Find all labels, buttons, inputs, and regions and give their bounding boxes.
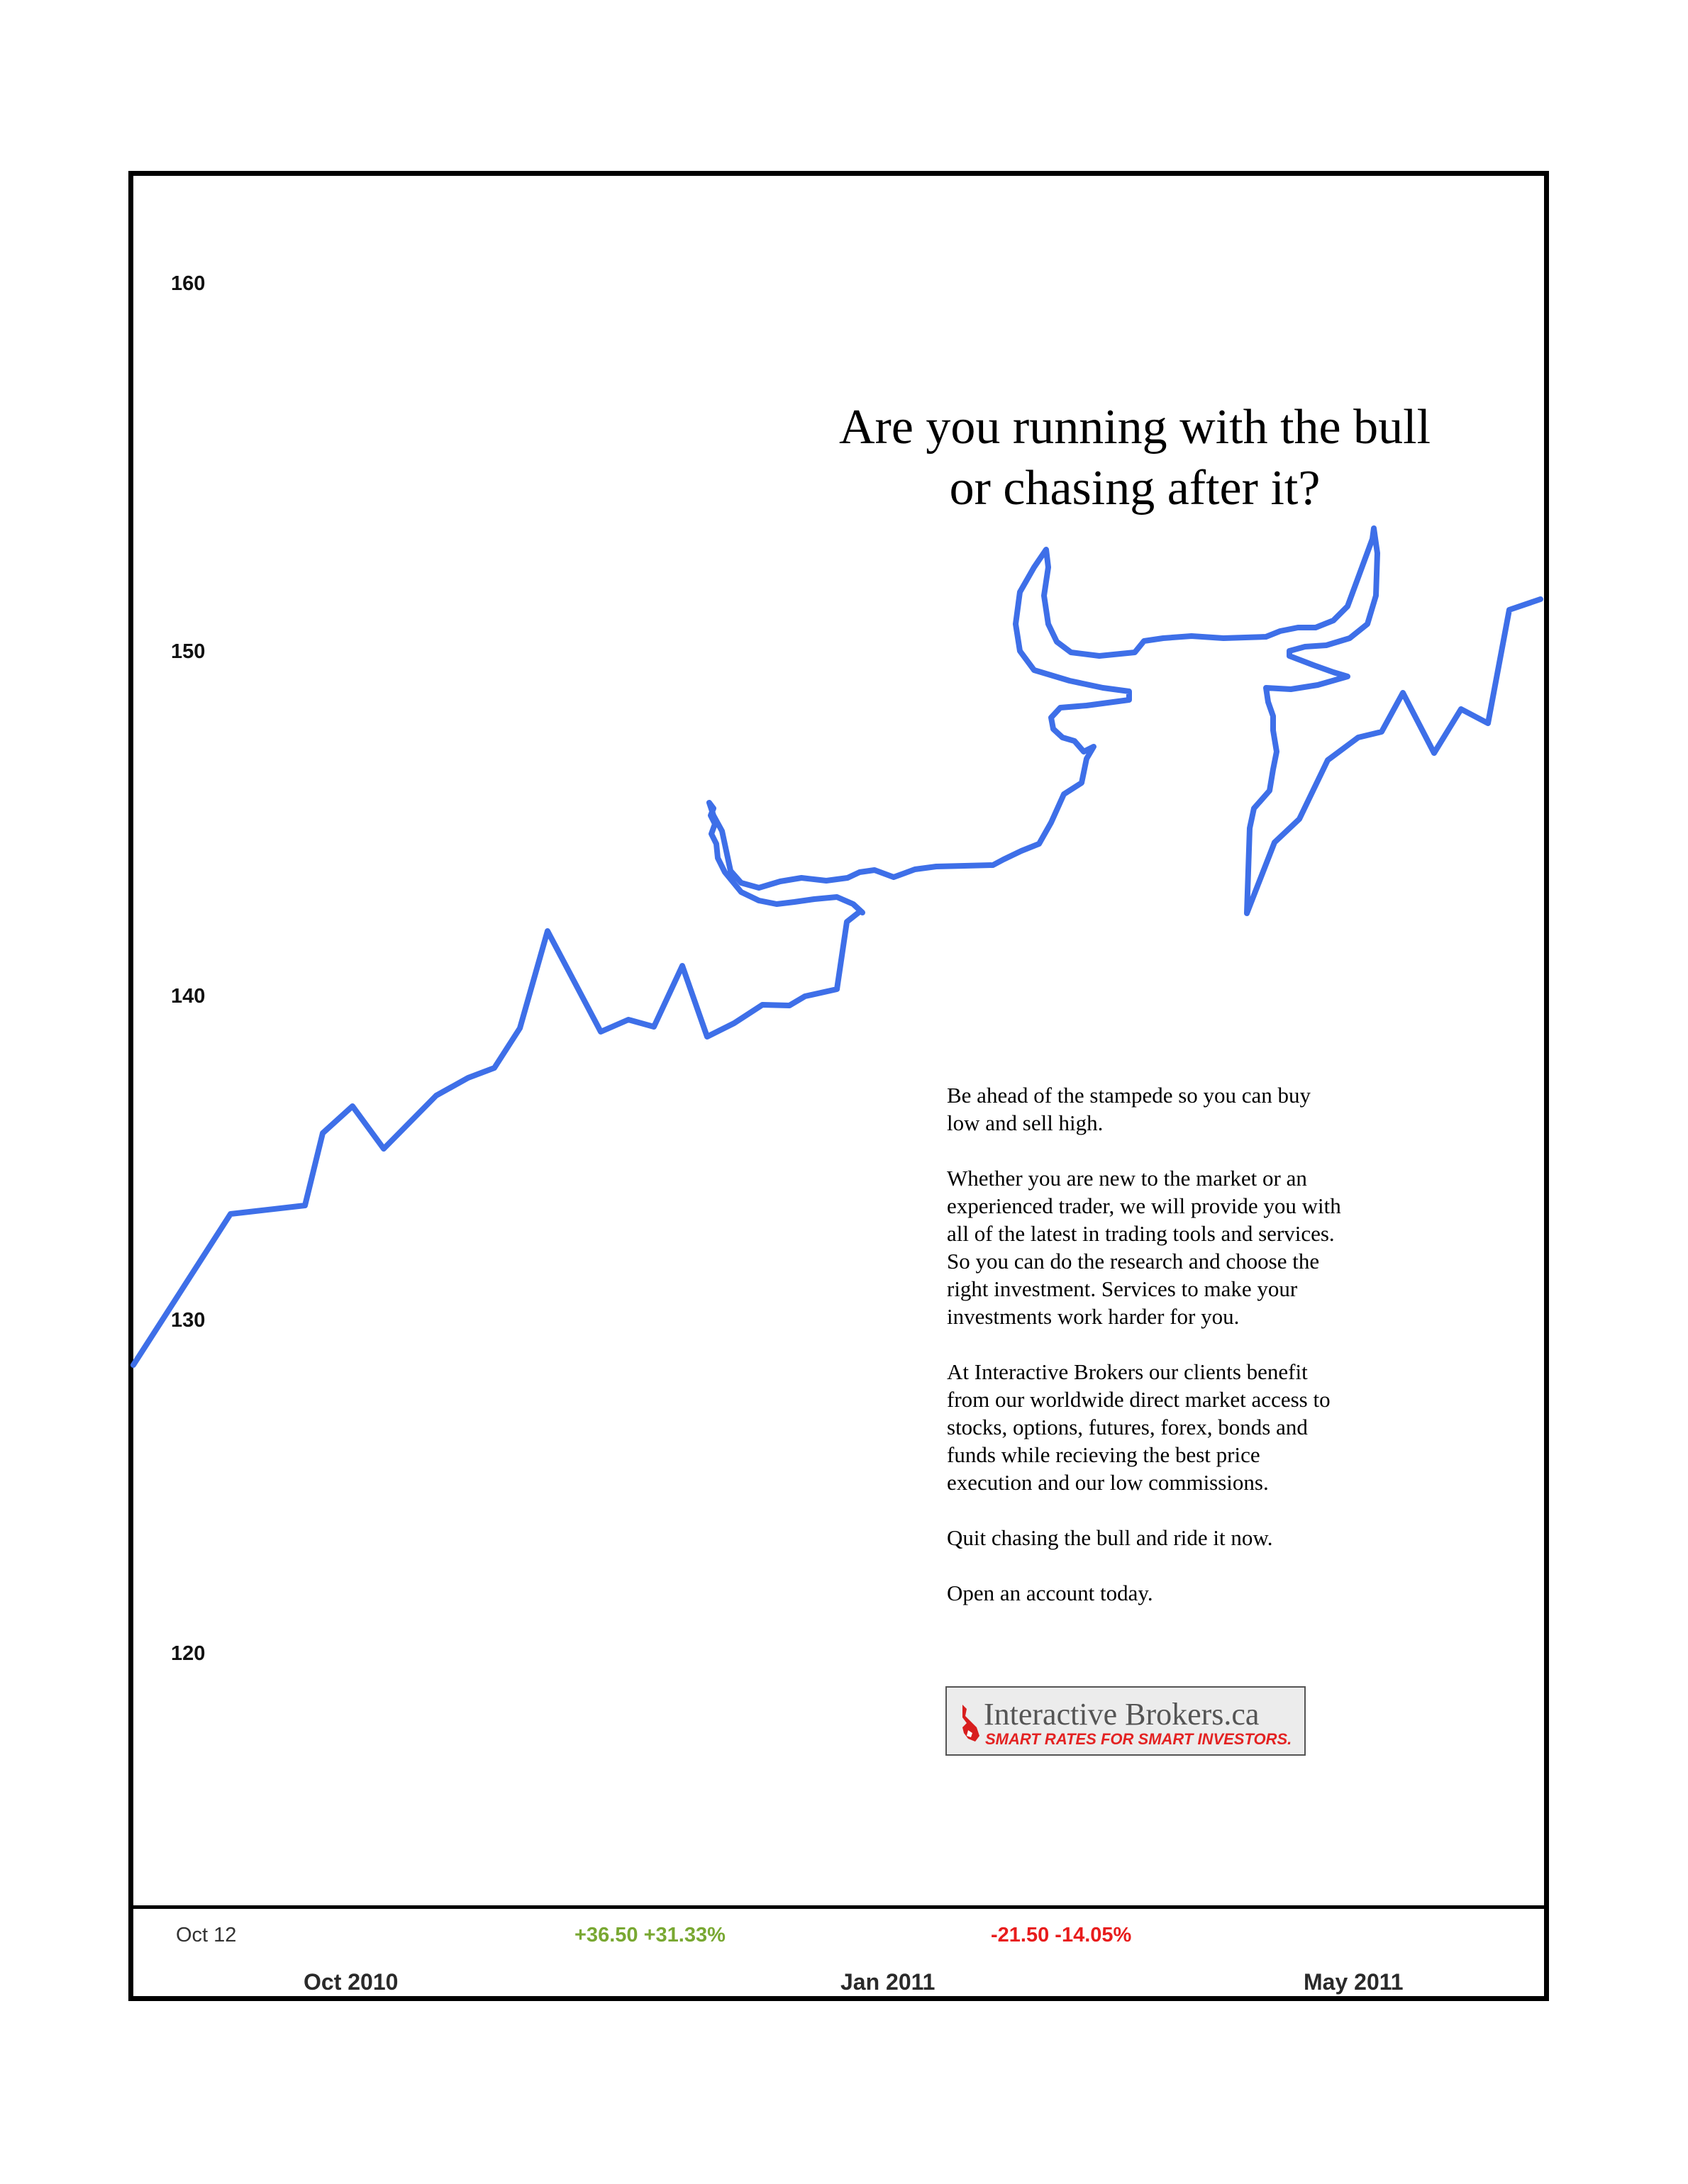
- y-tick-label: 150: [171, 640, 206, 663]
- logo-tagline: SMART RATES FOR SMART INVESTORS.: [985, 1730, 1292, 1748]
- y-tick-label: 140: [171, 985, 206, 1008]
- x-axis-label: May 2011: [1304, 1969, 1404, 1995]
- logo-name: Interactive Brokers.ca: [984, 1697, 1260, 1732]
- x-axis-label: Oct 2010: [304, 1969, 399, 1995]
- footer-loss: -21.50 -14.05%: [991, 1924, 1132, 1946]
- body-paragraph: Whether you are new to the market or an experienced trader, we will provide you with all of the latest in trading tools and services. So you can do the research and choose the right investment. Services to make your investments work harder for you.: [947, 1166, 1341, 1329]
- headline: [780, 397, 1489, 519]
- body-paragraph: Be ahead of the stampede so you can buy low and sell high.: [947, 1083, 1311, 1135]
- body-paragraph: At Interactive Brokers our clients benefit from our worldwide direct market access to stocks, options, futures, forex, bonds and funds while recieving the best price execution and our low commissions.: [947, 1359, 1331, 1495]
- logo-mark-icon: [957, 1702, 985, 1744]
- headline-line: Are you running with the bull: [838, 400, 1431, 455]
- body-paragraph: Quit chasing the bull and ride it now.: [947, 1525, 1273, 1550]
- headline-line: or chasing after it?: [949, 461, 1321, 516]
- interactive-brokers-logo[interactable]: [945, 1686, 1306, 1756]
- ad-body-copy: [947, 1081, 1344, 1634]
- footer-date: Oct 12: [176, 1924, 237, 1946]
- y-tick-label: 130: [171, 1309, 206, 1332]
- x-axis-label: Jan 2011: [840, 1969, 935, 1995]
- footer-gain: +36.50 +31.33%: [574, 1924, 726, 1946]
- y-tick-label: 160: [171, 272, 206, 295]
- body-paragraph: Open an account today.: [947, 1581, 1153, 1605]
- y-tick-label: 120: [171, 1642, 206, 1665]
